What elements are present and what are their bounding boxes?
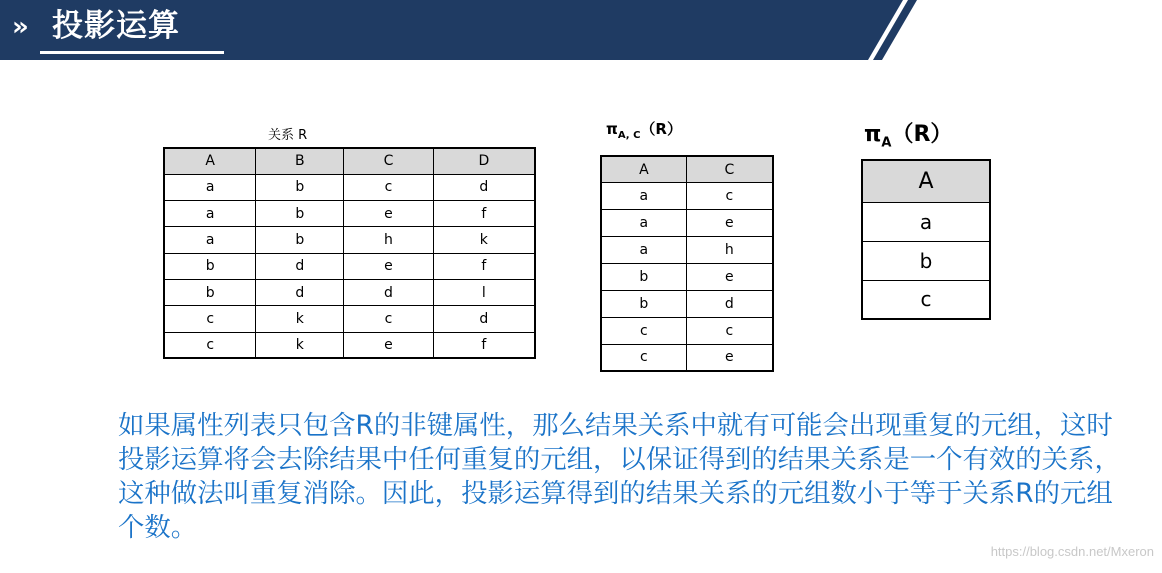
column-header: D <box>433 148 535 174</box>
table-cell: a <box>164 201 256 227</box>
projection-ac-table <box>600 155 774 372</box>
double-chevron-right-icon: » <box>12 12 29 42</box>
table-cell: d <box>433 174 535 200</box>
table-cell: c <box>686 183 773 210</box>
table-cell: e <box>344 201 433 227</box>
table-cell: d <box>686 290 773 317</box>
table-cell: a <box>164 227 256 253</box>
table-cell: f <box>433 253 535 279</box>
pi-symbol: π <box>606 120 618 138</box>
table-row <box>164 253 535 279</box>
table-cell: e <box>344 332 433 358</box>
table-header-row <box>164 148 535 174</box>
column-header: A <box>862 160 990 202</box>
table-row <box>601 183 773 210</box>
relation-r-table <box>163 147 536 359</box>
table-cell: k <box>433 227 535 253</box>
projection-subscript: A, C <box>617 130 641 141</box>
table-cell: b <box>256 227 344 253</box>
table-cell: d <box>256 279 344 305</box>
projection-argument: （R） <box>640 120 682 138</box>
table-cell: d <box>433 306 535 332</box>
table-cell: e <box>344 253 433 279</box>
table-cell: a <box>601 237 686 264</box>
table-cell: b <box>256 174 344 200</box>
table-cell: b <box>164 253 256 279</box>
table-row <box>601 210 773 237</box>
description-paragraph: 如果属性列表只包含R的非键属性，那么结果关系中就有可能会出现重复的元组，这时投影运算将会去除结果中任何重复的元组，以保证得到的结果关系是一个有效的关系，这种做法叫重复消除。因此，投影运算得到的结果关系的元组数小于等于关系R的元组个数。 <box>118 410 1121 543</box>
table-row <box>164 306 535 332</box>
table-cell: k <box>256 306 344 332</box>
column-header: C <box>344 148 433 174</box>
table-cell: a <box>601 183 686 210</box>
table-cell: b <box>601 264 686 291</box>
table-cell: f <box>433 332 535 358</box>
projection-argument: （R） <box>891 122 953 147</box>
projection-ac-caption <box>606 118 682 141</box>
table-cell: d <box>256 253 344 279</box>
table-cell: f <box>433 201 535 227</box>
table-cell: h <box>344 227 433 253</box>
table-cell: b <box>164 279 256 305</box>
table-row <box>862 280 990 319</box>
table-cell: a <box>862 202 990 241</box>
table-row <box>164 174 535 200</box>
table-cell: e <box>686 264 773 291</box>
table-cell: a <box>601 210 686 237</box>
table-cell: l <box>433 279 535 305</box>
table-row <box>862 202 990 241</box>
table-cell: a <box>164 174 256 200</box>
table-cell: c <box>862 280 990 319</box>
projection-subscript: A <box>881 135 892 151</box>
table-cell: b <box>601 290 686 317</box>
table-row <box>601 237 773 264</box>
table-cell: e <box>686 344 773 371</box>
table-cell: k <box>256 332 344 358</box>
table-row <box>601 264 773 291</box>
table-cell: c <box>686 317 773 344</box>
table-cell: b <box>862 241 990 280</box>
table-row <box>164 201 535 227</box>
table-row <box>164 227 535 253</box>
table-cell: c <box>601 344 686 371</box>
table-row <box>164 279 535 305</box>
projection-a-caption <box>864 117 952 150</box>
column-header: C <box>686 156 773 183</box>
title-underline <box>40 51 224 54</box>
column-header: A <box>164 148 256 174</box>
projection-a-table <box>861 159 991 320</box>
table-cell: e <box>686 210 773 237</box>
table-cell: b <box>256 201 344 227</box>
table-cell: c <box>344 174 433 200</box>
table-cell: c <box>344 306 433 332</box>
table-header-row <box>862 160 990 202</box>
table-header-row <box>601 156 773 183</box>
watermark: https://blog.csdn.net/Mxeron <box>990 544 1154 559</box>
table-row <box>601 290 773 317</box>
column-header: A <box>601 156 686 183</box>
table-row <box>601 317 773 344</box>
column-header: B <box>256 148 344 174</box>
table-cell: c <box>164 332 256 358</box>
table-cell: c <box>601 317 686 344</box>
relation-r-caption: 关系 R <box>268 128 308 143</box>
table-row <box>164 332 535 358</box>
pi-symbol: π <box>864 122 882 147</box>
table-cell: h <box>686 237 773 264</box>
table-row <box>601 344 773 371</box>
table-cell: d <box>344 279 433 305</box>
header-banner <box>0 0 1162 60</box>
page-title: 投影运算 <box>52 8 180 44</box>
table-cell: c <box>164 306 256 332</box>
table-row <box>862 241 990 280</box>
